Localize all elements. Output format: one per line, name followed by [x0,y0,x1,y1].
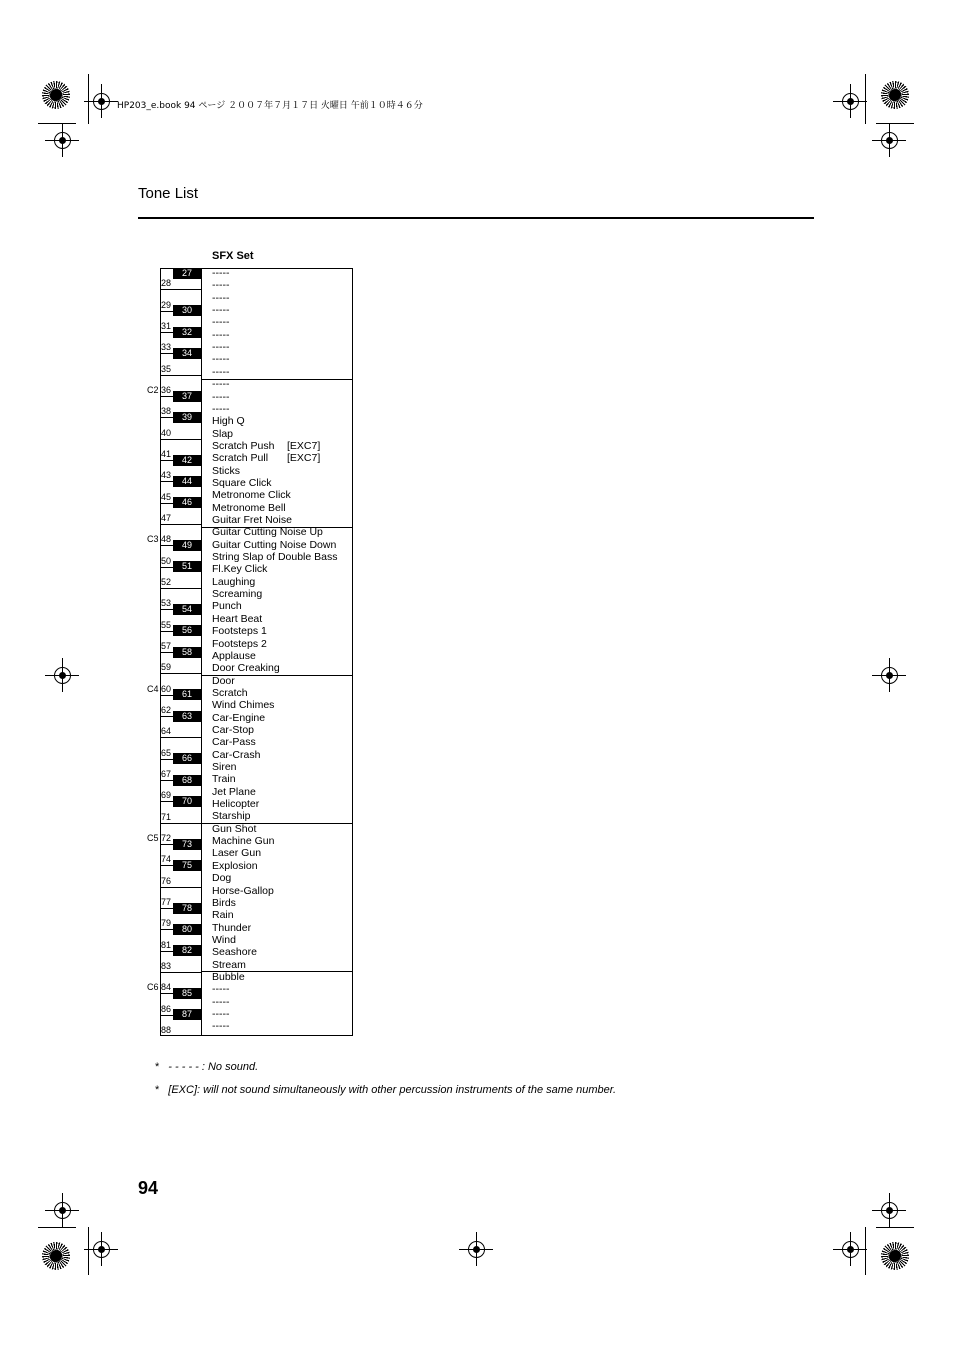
tone-entry [212,897,236,909]
tone-name: ----- [212,995,230,1008]
tone-entry [212,267,229,279]
tone-entry [212,823,256,835]
tone-name: Car-Crash [212,748,261,761]
tone-entry [212,650,256,662]
tone-entry [212,378,229,390]
tone-entry [212,514,292,526]
tone-name: Scratch [212,686,248,699]
tone-entry [212,959,246,971]
tone-entry [212,279,229,291]
tone-name: ----- [212,1008,230,1020]
tone-name: High Q [212,415,245,428]
black-key: 82 [173,945,201,956]
tone-entry [212,465,240,477]
tone-name: Jet Plane [212,785,256,798]
tone-name: Wind [212,933,236,946]
white-key-number: 86 [161,1003,172,1014]
tone-name: Starship [212,810,251,823]
black-key: 34 [173,348,201,359]
white-key-number: 71 [161,811,172,822]
white-key-number: 48 [161,534,172,545]
trim-mark [88,74,89,124]
trim-mark [88,1227,89,1275]
tone-entry [212,600,242,612]
tone-entry [212,712,265,724]
tone-entry [212,699,274,711]
footnote-no-sound: * - - - - - : No sound. [155,1061,259,1073]
tone-entry [212,885,274,897]
octave-label: C2 [147,385,159,395]
tone-name: Car-Stop [212,723,255,736]
tone-name: Heart Beat [212,612,263,625]
tone-entry [212,341,229,353]
tone-name: Bubble [212,970,245,983]
tone-name: Guitar Fret Noise [212,514,292,526]
white-key-number: 76 [161,875,172,886]
tone-name: ----- [212,378,230,391]
black-key: 37 [173,391,201,402]
tone-name: ----- [212,316,230,329]
trim-mark [38,123,76,124]
tone-name: Car-Pass [212,736,256,749]
tone-entry [212,675,235,687]
footnote-exc: * [EXC]: will not sound simultaneously with other percussion instruments of the same number. [155,1084,617,1096]
white-key-number: 38 [161,406,172,417]
tone-name: String Slap of Double Bass [212,551,338,564]
file-info-header: HP203_e.book 94 ページ ２００７年７月１７日 火曜日 午前１０時４６分 [117,101,423,111]
black-key: 42 [173,455,201,466]
tone-name: Footsteps 1 [212,625,267,638]
white-key-divider [160,588,201,589]
white-key-divider [160,887,201,888]
tone-entry [212,403,229,415]
tone-name: ----- [212,1020,230,1033]
tone-entry [212,316,229,328]
black-key: 78 [173,903,201,914]
octave-label: C3 [147,534,159,545]
white-key-divider [160,289,201,290]
tone-name: ----- [212,390,230,403]
tone-name: Seashore [212,946,257,959]
white-key-number: 45 [161,491,172,502]
tone-entry [212,613,262,625]
tone-name: Metronome Bell [212,501,286,514]
tone-name: Machine Gun [212,835,275,848]
tone-name: Door Creaking [212,662,280,675]
tone-entry [212,391,229,403]
tone-entry [212,563,267,575]
tone-entry [212,773,236,785]
section-title: Tone List [138,185,199,202]
tone-entry [212,366,229,378]
tone-name: Rain [212,909,234,922]
octave-label: C5 [147,833,159,843]
tone-entry [212,724,254,736]
black-key: 73 [173,839,201,850]
tone-entry [212,551,338,563]
white-key-number: 60 [161,683,172,694]
section-divider [138,217,814,219]
white-key-number: 77 [161,897,172,907]
tone-entry [212,922,251,934]
tone-name: Thunder [212,921,252,934]
tone-name: ----- [212,267,230,279]
black-key: 46 [173,497,201,508]
black-key: 87 [173,1009,201,1020]
tone-entry [212,872,231,884]
trim-mark [865,74,866,124]
tone-name: Guitar Cutting Noise Up [212,526,323,539]
white-key-number: 55 [161,619,172,630]
tone-name: Stream [212,958,246,971]
tone-entry [212,477,272,489]
tone-entry [212,946,257,958]
white-key-number: 35 [161,363,172,374]
white-key-number: 52 [161,577,172,587]
tone-entry [212,847,261,859]
white-key-divider [160,375,201,376]
color-target-mark [42,81,70,109]
tone-entry [212,1008,229,1020]
octave-label: C4 [147,683,159,694]
tone-entry [212,526,323,538]
exc-group: [EXC7] [287,439,321,452]
black-key: 80 [173,924,201,935]
white-key-divider [160,737,201,738]
tone-entry [212,1020,229,1032]
tone-name: ----- [212,341,230,354]
tone-name: ----- [212,402,230,415]
white-key-number: 81 [161,939,172,950]
tone-entry [212,736,256,748]
white-key-divider [160,524,201,525]
white-key-number: 88 [161,1025,172,1035]
white-key-number: 41 [161,449,172,459]
white-key-number: 43 [161,470,172,481]
black-key: 51 [173,561,201,572]
tone-name: ----- [212,328,230,341]
tone-entry [212,786,256,798]
tone-entry [212,415,245,427]
black-key: 70 [173,796,201,807]
octave-label: C6 [147,982,159,993]
tone-entry [212,588,262,600]
tone-entry [212,428,233,440]
tone-entry [212,452,321,465]
tone-name: Sticks [212,464,241,477]
white-key-number: 64 [161,726,172,737]
white-key-number: 31 [161,321,172,331]
black-key: 30 [173,305,201,316]
tone-name: Car-Engine [212,711,266,724]
black-key: 27 [173,268,201,279]
tone-entry [212,439,321,452]
black-key: 66 [173,753,201,764]
white-key-number: 40 [161,427,172,438]
tone-name: ----- [212,353,230,366]
tone-name: Fl.Key Click [212,563,268,576]
exc-group: [EXC7] [287,452,321,465]
white-key-divider [160,673,201,674]
black-key: 56 [173,625,201,636]
white-key-number: 50 [161,555,172,566]
black-key: 39 [173,412,201,423]
tone-name: Footsteps 2 [212,637,267,650]
tone-name: Slap [212,427,234,440]
tone-entry [212,749,260,761]
black-key: 49 [173,540,201,551]
tone-name: Siren [212,761,237,773]
tone-name: Applause [212,649,256,662]
tone-name: Birds [212,896,236,909]
white-key-number: 84 [161,982,172,993]
white-key-number: 47 [161,513,172,523]
tone-name: Scratch Pull [212,452,269,465]
color-target-mark [42,1242,70,1270]
black-key: 44 [173,476,201,487]
tone-entry [212,502,286,514]
white-key-number: 29 [161,299,172,310]
trim-mark [38,1227,76,1228]
sfx-set-title: SFX Set [212,250,254,262]
white-key-number: 57 [161,641,172,651]
trim-mark [876,123,914,124]
tone-name: ----- [212,365,230,378]
tone-entry [212,625,267,637]
black-key: 54 [173,604,201,615]
black-key: 63 [173,711,201,722]
white-key-number: 74 [161,854,172,865]
white-key-divider [160,439,201,440]
tone-name: Square Click [212,476,272,489]
white-key-number: 28 [161,278,172,289]
white-key-number: 33 [161,342,172,353]
tone-entry [212,489,291,501]
color-target-mark [881,81,909,109]
tone-name: Door [212,674,235,687]
tone-name: Screaming [212,588,263,601]
tone-name: Metronome Click [212,489,291,502]
black-key: 61 [173,689,201,700]
black-key: 32 [173,327,201,338]
tone-entry [212,835,274,847]
tone-entry [212,909,234,921]
black-key: 85 [173,988,201,999]
white-key-number: 65 [161,747,172,758]
tone-entry [212,662,280,674]
tone-name: Explosion [212,859,258,872]
color-target-mark [881,1242,909,1270]
tone-name: Laser Gun [212,847,262,860]
tone-name: Guitar Cutting Noise Down [212,538,337,551]
black-key: 75 [173,860,201,871]
tone-entry [212,996,229,1008]
tone-entry [212,687,248,699]
page-number: 94 [138,1178,159,1198]
tone-entry [212,329,229,341]
white-key-divider [160,972,201,973]
tone-name: Scratch Push [212,439,275,452]
tone-name: Helicopter [212,798,260,811]
tone-entry [212,934,236,946]
tone-entry [212,539,336,551]
tone-name: ----- [212,304,230,317]
black-key: 58 [173,647,201,658]
tone-entry [212,761,237,773]
tone-name: Wind Chimes [212,699,275,712]
tone-name: ----- [212,291,230,304]
tone-entry [212,304,229,316]
black-key: 68 [173,775,201,786]
tone-entry [212,576,255,588]
white-key-divider [160,823,201,824]
white-key-number: 36 [161,385,172,395]
white-key-number: 83 [161,961,172,971]
tone-name: Laughing [212,575,256,588]
tone-entry [212,798,259,810]
white-key-number: 59 [161,662,172,673]
trim-mark [876,1227,914,1228]
trim-mark [865,1227,866,1275]
tone-name: ----- [212,279,230,292]
white-key-number: 72 [161,833,172,843]
white-key-number: 69 [161,790,172,801]
tone-name: Train [212,773,236,786]
white-key-number: 67 [161,769,172,779]
tone-entry [212,810,251,822]
tone-entry [212,860,258,872]
white-key-number: 79 [161,918,172,929]
white-key-number: 62 [161,705,172,715]
tone-entry [212,353,229,365]
tone-entry [212,638,267,650]
tone-name: Horse-Gallop [212,884,274,897]
tone-entry [212,292,229,304]
tone-name: Gun Shot [212,822,257,835]
tone-name: Dog [212,872,232,885]
tone-entry [212,983,229,995]
white-key-number: 53 [161,598,172,609]
tone-name: ----- [212,983,230,996]
tone-name: Punch [212,600,242,613]
tone-entry [212,971,245,983]
